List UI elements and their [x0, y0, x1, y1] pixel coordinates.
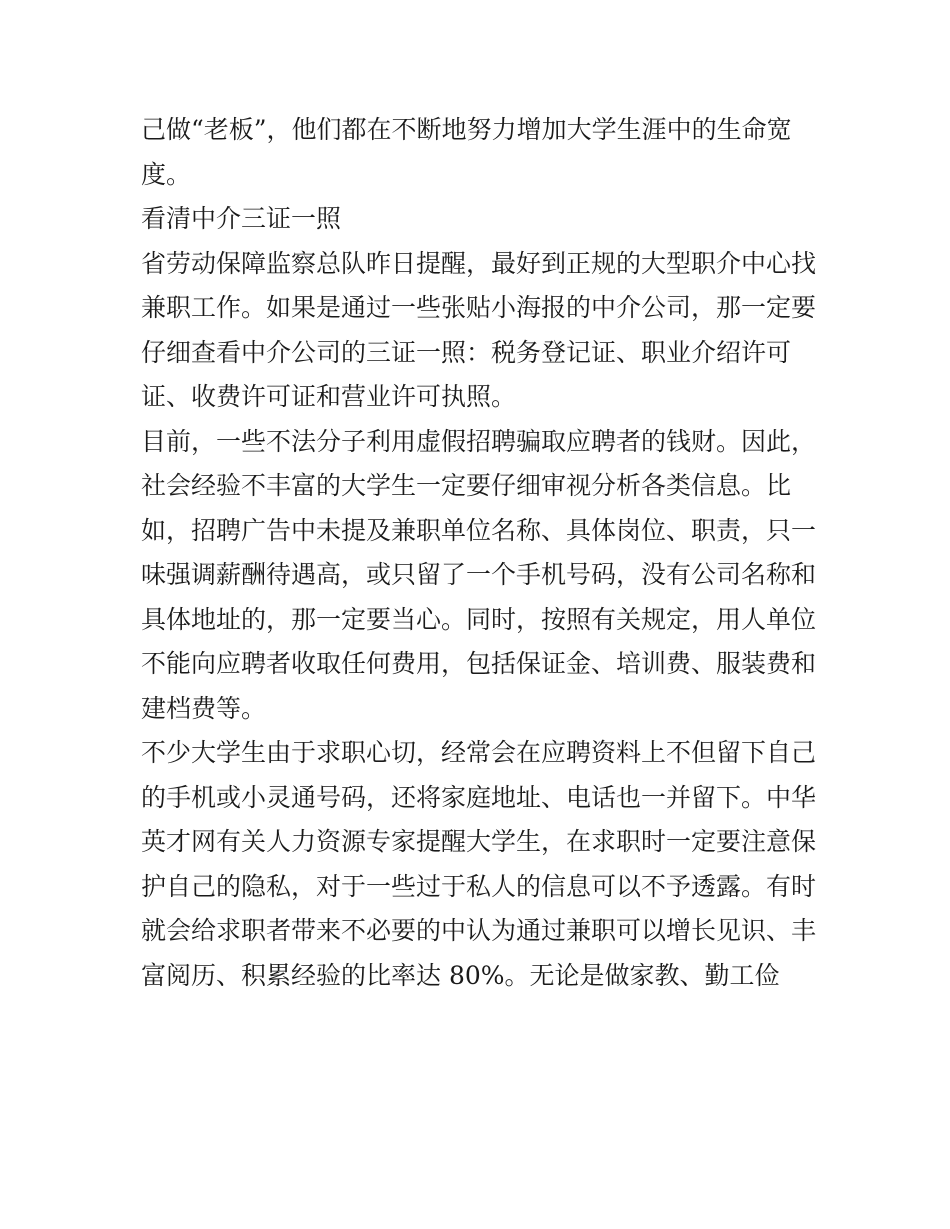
document-page: [141, 108, 821, 998]
text-line: 社会经验不丰富的大学生一定要仔细审视分析各类信息。比: [141, 471, 792, 500]
text-line: 仔细查看中介公司的三证一照：税务登记证、职业介绍许可: [141, 337, 792, 367]
text-line: 如，招聘广告中未提及兼职单位名称、具体岗位、职责，只一: [141, 515, 817, 545]
text-line: 具体地址的，那一定要当心。同时，按照有关规定，用人单位: [141, 604, 817, 634]
text-line: 不能向应聘者收取任何费用，包括保证金、培训费、服装费和: [141, 649, 817, 678]
text-line: 富阅历、积累经验的比率达 80%。无论是做家教、勤工俭: [141, 960, 780, 990]
text-line: 度。: [141, 159, 192, 189]
text-line: 味强调薪酬待遇高，或只留了一个手机号码，没有公司名称和: [141, 560, 817, 589]
text-line: 就会给求职者带来不必要的中认为通过兼职可以增长见识、丰: [141, 916, 817, 945]
text-line: 己做“老板”，他们都在不断地努力增加大学生涯中的生命宽: [141, 115, 792, 144]
section-heading: 看清中介三证一照: [141, 204, 342, 233]
text-line: 建档费等。: [141, 693, 267, 723]
text-line: 省劳动保障监察总队昨日提醒，最好到正规的大型职介中心找: [141, 248, 817, 278]
text-line: 证、收费许可证和营业许可执照。: [141, 382, 517, 411]
text-line: 兼职工作。如果是通过一些张贴小海报的中介公司，那一定要: [141, 293, 817, 322]
text-line: 不少大学生由于求职心切，经常会在应聘资料上不但留下自己: [141, 738, 817, 767]
text-line: 护自己的隐私，对于一些过于私人的信息可以不予透露。有时: [141, 871, 817, 901]
text-line: 的手机或小灵通号码，还将家庭地址、电话也一并留下。中华: [141, 782, 817, 812]
text-line: 目前，一些不法分子利用虚假招聘骗取应聘者的钱财。因此，: [141, 426, 817, 456]
text-line: 英才网有关人力资源专家提醒大学生，在求职时一定要注意保: [141, 827, 817, 856]
